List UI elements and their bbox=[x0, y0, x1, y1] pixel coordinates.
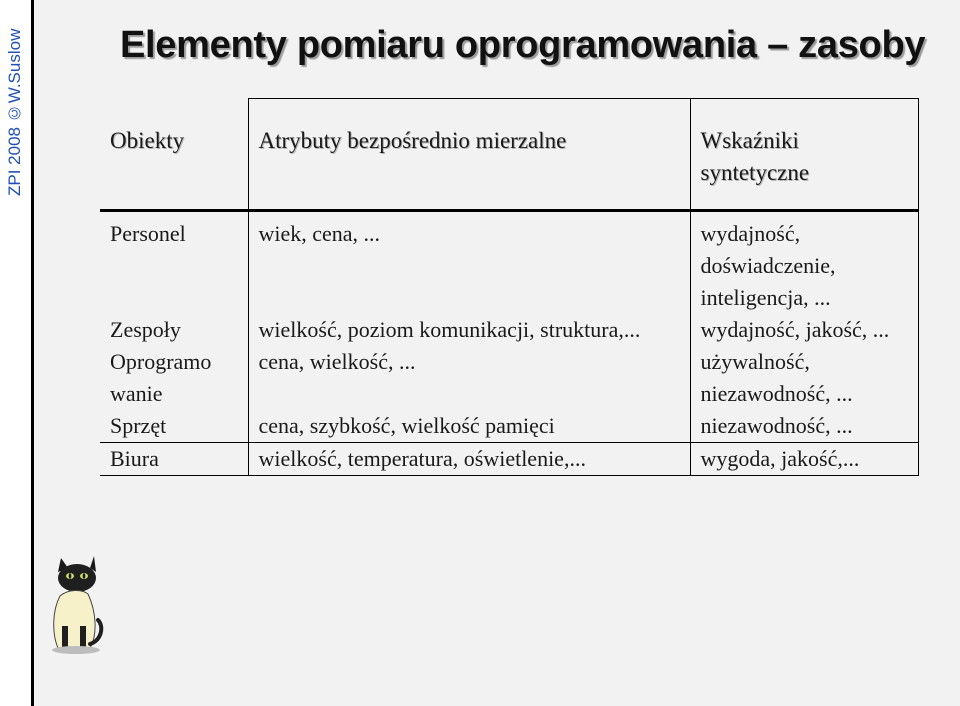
slide-title: Elementy pomiaru oprogramowania – zasoby bbox=[120, 24, 926, 66]
footer-vertical-label: ZPI 2008 ©W.Suslow bbox=[5, 28, 24, 196]
cell-indicators: niezawodność, ... bbox=[690, 410, 918, 443]
resource-table bbox=[100, 98, 919, 476]
cell-indicators: wygoda, jakość,... bbox=[690, 443, 918, 476]
header-attributes: Atrybuty bezpośrednio mierzalne bbox=[248, 99, 690, 211]
cell-attributes: wielkość, poziom komunikacji, struktura,... bbox=[248, 314, 690, 346]
table-row bbox=[100, 443, 918, 476]
resource-table-container bbox=[100, 98, 918, 476]
table-row bbox=[100, 211, 918, 315]
table-row bbox=[100, 314, 918, 346]
sidebar-divider bbox=[31, 0, 34, 706]
left-sidebar bbox=[0, 0, 31, 706]
header-indicators: Wskaźniki syntetyczne bbox=[690, 99, 918, 211]
cell-attributes: wiek, cena, ... bbox=[248, 211, 690, 315]
cell-object: Personel bbox=[100, 211, 248, 315]
cell-indicators: wydajność, jakość, ... bbox=[690, 314, 918, 346]
table-header-row bbox=[100, 99, 918, 211]
cell-indicators: używalność, niezawodność, ... bbox=[690, 346, 918, 410]
header-objects: Obiekty bbox=[100, 99, 248, 211]
table-row bbox=[100, 346, 918, 410]
cell-attributes: cena, szybkość, wielkość pamięci bbox=[248, 410, 690, 443]
cell-object: Sprzęt bbox=[100, 410, 248, 443]
siamese-cat-icon bbox=[46, 556, 104, 656]
cell-indicators: wydajność, doświadczenie, inteligencja, ... bbox=[690, 211, 918, 315]
cell-object: Biura bbox=[100, 443, 248, 476]
cell-attributes: cena, wielkość, ... bbox=[248, 346, 690, 410]
table-row bbox=[100, 410, 918, 443]
cell-object: Zespoły bbox=[100, 314, 248, 346]
cell-object: Oprogramo wanie bbox=[100, 346, 248, 410]
cell-attributes: wielkość, temperatura, oświetlenie,... bbox=[248, 443, 690, 476]
